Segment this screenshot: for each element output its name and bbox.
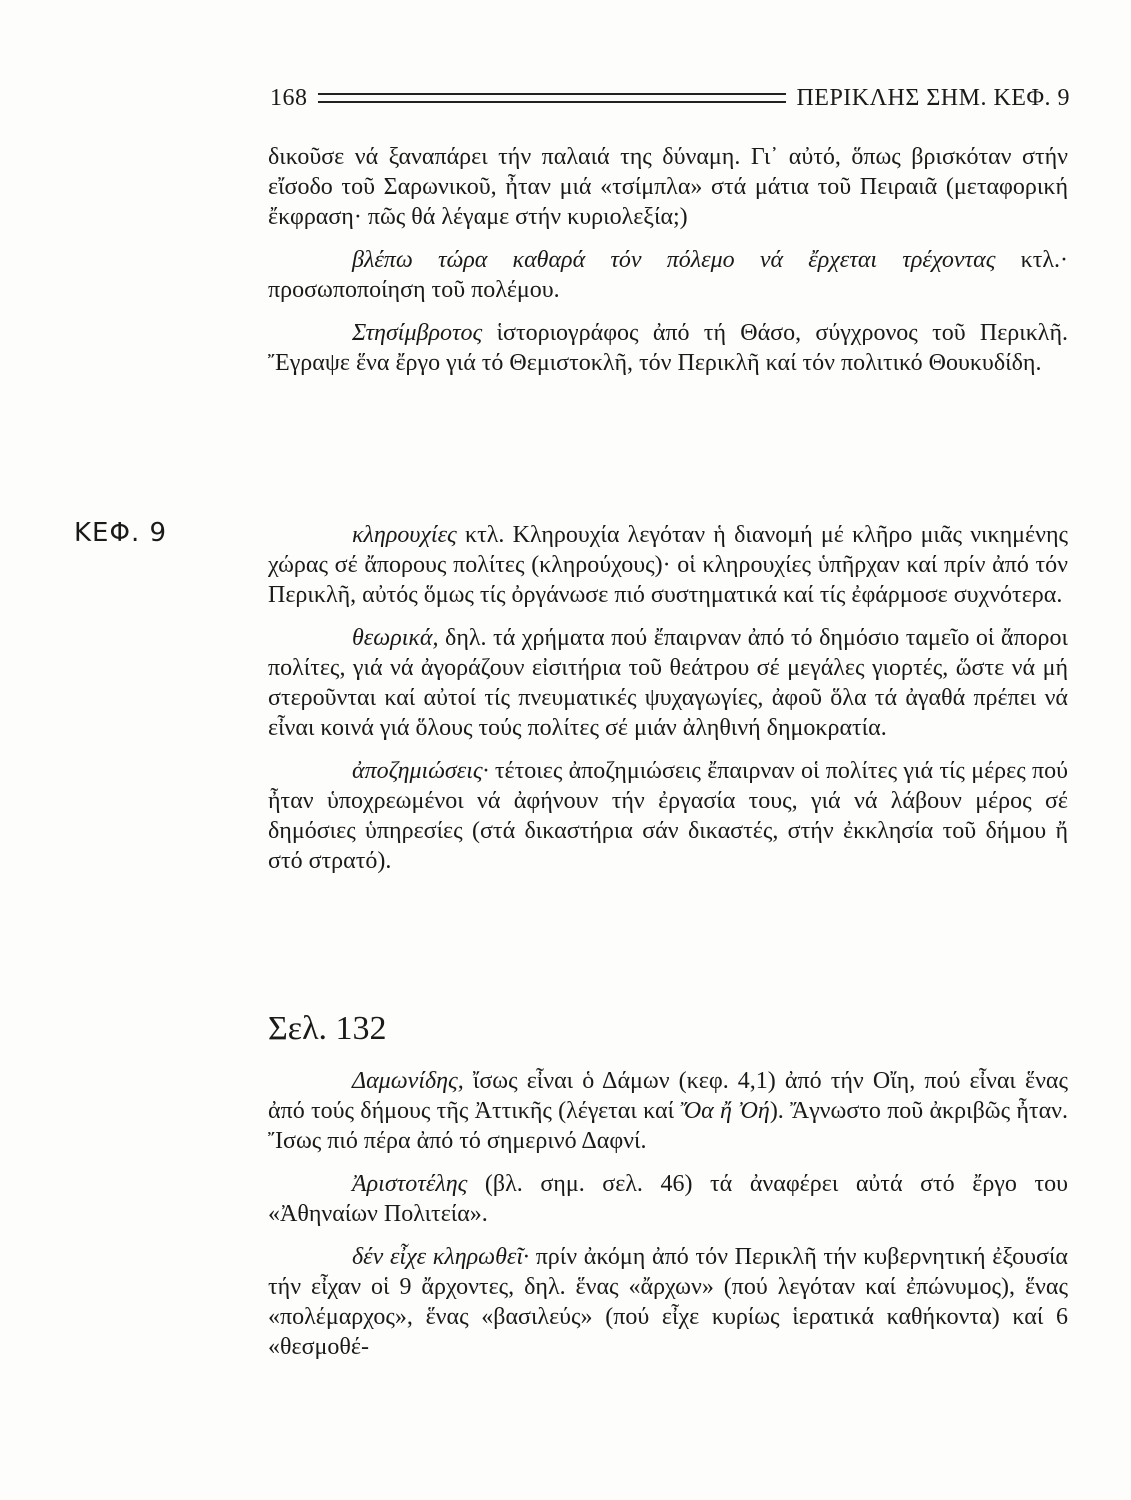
page-number: 168 bbox=[270, 84, 308, 111]
note-term: Στησίμβροτος bbox=[352, 320, 483, 346]
note-term: βλέπω τώρα καθαρά τόν πόλεμο νά ἔρχεται τρέχοντας bbox=[352, 247, 996, 273]
note-text: ). Ἄγνωστο ποῦ ἀκριβῶς ἦταν. Ἴσως πιό πέρα ἀπό τό σημερινό Δαφνί. bbox=[268, 1098, 1068, 1154]
note-term: Ἀριστοτέλης bbox=[352, 1171, 468, 1197]
notes-block-3 bbox=[268, 1066, 1068, 1362]
note-paragraph bbox=[268, 318, 1068, 378]
note-paragraph bbox=[268, 756, 1068, 876]
note-text: κτλ. Κληρουχία λεγόταν ἡ διανομή μέ κλῆρο μιᾶς νικημένης χώρας σέ ἄπορους πολίτες (κληρούχους)· οἱ κληρουχίες ὑπῆρχαν καί πρίν ἀπό τόν Περικλῆ, αὐτός ὅμως τίς ὀργάνωσε πιό συστηματικά καί τίς ἐφάρμοσε συχνότερα. bbox=[268, 522, 1068, 608]
note-paragraph: δικοῦσε νά ξαναπάρει τήν παλαιά της δύναμη. Γι᾽ αὐτό, ὅπως βρισκόταν στήν εἴσοδο τοῦ Σαρωνικοῦ, ἦταν μιά «τσίμπλα» στά μάτια τοῦ Πειραιᾶ (μεταφορική ἔκφραση· πῶς θά λέγαμε στήν κυριολεξία;) bbox=[268, 144, 1068, 230]
chapter-margin-label: ΚΕΦ. 9 bbox=[74, 518, 168, 548]
notes-block-1 bbox=[268, 142, 1068, 378]
note-text: κτλ.· προσωποποίηση τοῦ πολέμου. bbox=[268, 247, 1068, 303]
note-text: (βλ. σημ. σελ. 46) τά ἀναφέρει αὐτά στό ἔργο του «Ἀθηναίων Πολιτεία». bbox=[268, 1171, 1068, 1227]
note-text: ἴσως εἶναι ὁ Δάμων (κεφ. 4,1) ἀπό τήν Οἴη, πού εἶναι ἕνας ἀπό τούς δήμους τῆς Ἀττικῆς (λέγεται καί bbox=[268, 1068, 1068, 1124]
notes-block-2 bbox=[268, 520, 1068, 876]
running-title: ΠΕΡΙΚΛΗΣ ΣΗΜ. ΚΕΦ. 9 bbox=[796, 84, 1070, 111]
header-double-rule bbox=[318, 93, 787, 103]
section-heading: Σελ. 132 bbox=[268, 1010, 387, 1047]
note-term: θεωρικά, bbox=[352, 625, 439, 651]
running-header bbox=[270, 80, 1070, 116]
note-term: δέν εἶχε κληρωθεῖ· bbox=[352, 1244, 529, 1270]
note-text: πρίν ἀκόμη ἀπό τόν Περικλῆ τήν κυβερνητική ἐξουσία τήν εἶχαν οἱ 9 ἄρχοντες, δηλ. ἕνας «ἄρχων» (πού λεγόταν καί ἐπώνυμος), ἕνας «πολέμαρχος», ἕνας «βασιλεύς» (πού εἶχε κυρίως ἱερατικά καθήκοντα) καί 6 «θεσμοθέ- bbox=[268, 1244, 1068, 1360]
note-text: τέτοιες ἀποζημιώσεις ἔπαιρναν οἱ πολίτες γιά τίς μέρες πού ἦταν ὑποχρεωμένοι νά ἀφήνουν τήν ἐργασία τους, γιά νά λάβουν μέρος σέ δημόσιες ὑπηρεσίες (στά δικαστήρια σάν δικαστές, στήν ἐκκλησία τοῦ δήμου ἤ στό στρατό). bbox=[268, 758, 1068, 874]
note-term: ἀποζημιώσεις· bbox=[352, 758, 489, 784]
note-term: Δαμωνίδης, bbox=[352, 1068, 464, 1094]
note-paragraph bbox=[268, 1169, 1068, 1229]
note-text: ἱστοριογράφος ἀπό τή Θάσο, σύγχρονος τοῦ Περικλῆ. Ἔγραψε ἕνα ἔργο γιά τό Θεμιστοκλῆ, τόν Περικλῆ καί τόν πολιτικό Θουκυδίδη. bbox=[268, 320, 1068, 376]
note-paragraph bbox=[268, 1066, 1068, 1156]
note-term: Ὄα ἤ Ὀή bbox=[680, 1098, 770, 1124]
note-paragraph bbox=[268, 245, 1068, 305]
note-paragraph bbox=[268, 1242, 1068, 1362]
note-paragraph bbox=[268, 520, 1068, 610]
note-paragraph bbox=[268, 623, 1068, 743]
note-term: κληρουχίες bbox=[352, 522, 457, 548]
note-text: δηλ. τά χρήματα πού ἔπαιρναν ἀπό τό δημόσιο ταμεῖο οἱ ἄποροι πολίτες, γιά νά ἀγοράζουν εἰσιτήρια τοῦ θεάτρου σέ μεγάλες γιορτές, ὥστε νά μή στεροῦνται καί αὐτοί τίς πνευματικές ψυχαγωγίες, ἀφοῦ ὅλα τά ἀγαθά πρέπει νά εἶναι κοινά γιά ὅλους τούς πολίτες σέ μιάν ἀληθινή δημοκρατία. bbox=[268, 625, 1068, 741]
